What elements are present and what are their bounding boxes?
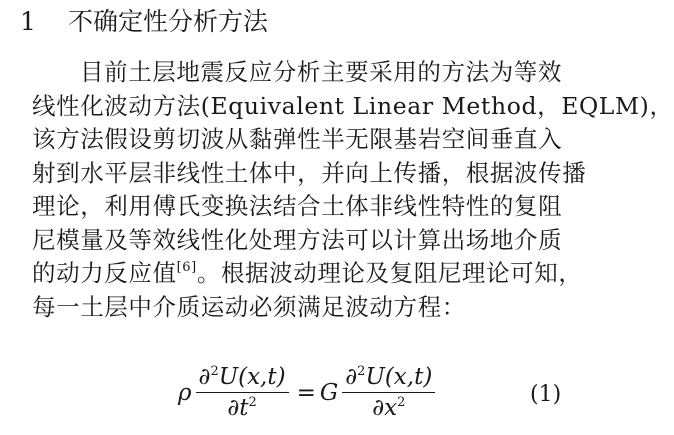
line-7-text-before: 的动力反应值 bbox=[32, 259, 177, 287]
section-heading bbox=[20, 6, 268, 38]
space-variable: x bbox=[384, 395, 398, 421]
paragraph-line-7 bbox=[32, 257, 583, 291]
rhs-numerator bbox=[342, 364, 435, 393]
citation-reference[interactable]: [6] bbox=[176, 260, 197, 275]
paragraph-line-2: 线性化波动方法(Equivalent Linear Method，EQLM)， bbox=[32, 91, 674, 120]
paragraph-line-6: 尼模量及等效线性化处理方法可以计算出场地介质 bbox=[32, 225, 563, 254]
section-number: 1 bbox=[20, 7, 36, 36]
paragraph-line-4: 射到水平层非线性土体中，并向上传播，根据波传播 bbox=[32, 158, 587, 187]
partial-symbol: ∂ bbox=[345, 364, 358, 390]
function-symbol: U bbox=[218, 364, 239, 390]
partial-symbol: ∂ bbox=[372, 395, 385, 421]
equation-number: (1) bbox=[530, 382, 562, 407]
section-title: 不确定性分析方法 bbox=[68, 7, 269, 36]
time-variable: t bbox=[239, 395, 249, 421]
paragraph-line-3: 该方法假设剪切波从黏弹性半无限基岩空间垂直入 bbox=[32, 125, 563, 153]
equals-sign: = bbox=[296, 379, 316, 406]
body-paragraph bbox=[32, 56, 674, 324]
shear-modulus-symbol: G bbox=[319, 379, 339, 406]
rhs-denominator bbox=[372, 393, 405, 421]
function-symbol: U bbox=[365, 364, 385, 390]
partial-symbol: ∂ bbox=[227, 395, 240, 421]
function-args: (x,t) bbox=[384, 364, 433, 390]
power-label: 2 bbox=[248, 395, 257, 410]
wave-equation bbox=[0, 358, 600, 428]
lhs-denominator bbox=[227, 393, 256, 421]
partial-symbol: ∂ bbox=[198, 364, 211, 390]
paragraph-line-8: 每一土层中介质运动必须满足波动方程： bbox=[32, 292, 466, 321]
lhs-fraction bbox=[196, 364, 289, 421]
paragraph-line-1: 目前土层地震反应分析主要采用的方法为等效 bbox=[80, 58, 562, 86]
power-label: 2 bbox=[397, 395, 406, 410]
line-7-text-after: 。根据波动理论及复阻尼理论可知， bbox=[196, 259, 583, 287]
equation-body bbox=[178, 364, 439, 421]
paragraph-line-5: 理论，利用傅氏变换法结合土体非线性特性的复阻 bbox=[32, 192, 563, 220]
rhs-fraction bbox=[342, 364, 435, 421]
lhs-numerator bbox=[196, 364, 289, 393]
power-label: 2 bbox=[210, 364, 219, 379]
power-label: 2 bbox=[357, 364, 366, 379]
density-symbol: ρ bbox=[178, 379, 192, 406]
function-args: (x,t) bbox=[238, 364, 286, 390]
